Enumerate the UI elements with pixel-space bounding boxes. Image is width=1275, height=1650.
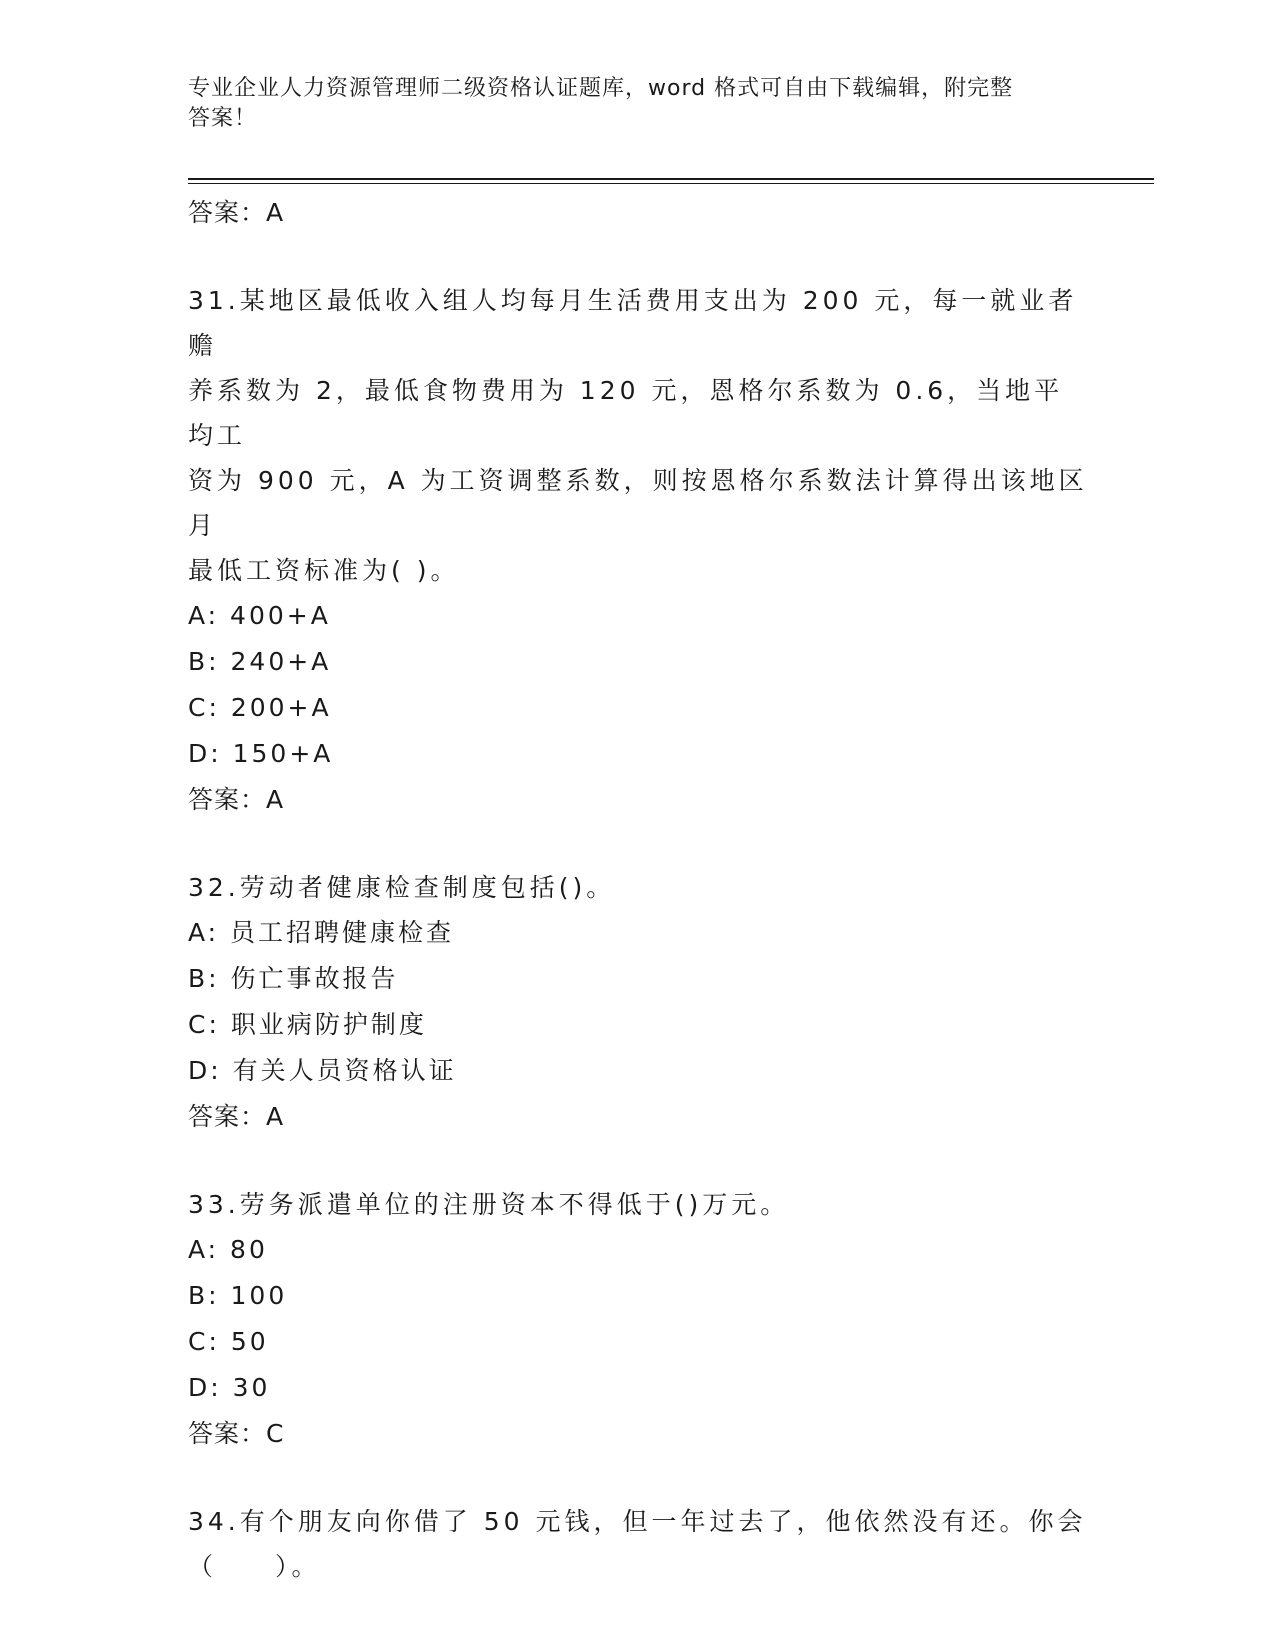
answer-line: 答案：A	[188, 198, 285, 227]
question-line: 32.劳动者健康检查制度包括()。	[188, 873, 616, 902]
question-item	[188, 865, 1088, 1140]
header-line-1: 专业企业人力资源管理师二级资格认证题库，word 格式可自由下载编辑，附完整	[188, 76, 1014, 101]
question-line: （ ）。	[188, 1552, 321, 1581]
question-line: 养系数为 2，最低食物费用为 120 元，恩格尔系数为 0.6，当地平均工	[188, 376, 1064, 450]
option-d: D: 有关人员资格认证	[188, 1056, 457, 1085]
question-item	[188, 278, 1088, 823]
header-rule-thick	[188, 178, 1154, 180]
question-line: 资为 900 元，A 为工资调整系数，则按恩格尔系数法计算得出该地区月	[188, 466, 1088, 540]
question-text	[188, 1499, 1088, 1589]
question-list	[188, 190, 1088, 1589]
question-line: 最低工资标准为( )。	[188, 556, 460, 585]
option-d: D: 150+A	[188, 739, 334, 768]
option-b: B: 伤亡事故报告	[188, 964, 399, 993]
question-text	[188, 278, 1088, 593]
header-rule-thin	[188, 183, 1154, 184]
question-text	[188, 865, 1088, 910]
option-b: B: 240+A	[188, 647, 332, 676]
question-line: 33.劳务派遣单位的注册资本不得低于()万元。	[188, 1190, 790, 1219]
question-item	[188, 1182, 1088, 1457]
answer-line: 答案：C	[188, 1419, 285, 1448]
option-c: C: 200+A	[188, 693, 332, 722]
option-a: A: 400+A	[188, 601, 331, 630]
question-line: 34.有个朋友向你借了 50 元钱，但一年过去了，他依然没有还。你会	[188, 1507, 1087, 1536]
option-a: A: 员工招聘健康检查	[188, 918, 455, 947]
option-c: C: 职业病防护制度	[188, 1010, 427, 1039]
option-c: C: 50	[188, 1327, 269, 1356]
option-a: A: 80	[188, 1235, 268, 1264]
question-text	[188, 1182, 1088, 1227]
header-line-2: 答案！	[188, 106, 258, 131]
answer-line: 答案：A	[188, 1102, 285, 1131]
option-b: B: 100	[188, 1281, 288, 1310]
answer-line: 答案：A	[188, 785, 285, 814]
option-d: D: 30	[188, 1373, 271, 1402]
document-header	[188, 74, 1088, 134]
question-line: 31.某地区最低收入组人均每月生活费用支出为 200 元，每一就业者赡	[188, 286, 1078, 360]
question-item	[188, 1499, 1088, 1589]
